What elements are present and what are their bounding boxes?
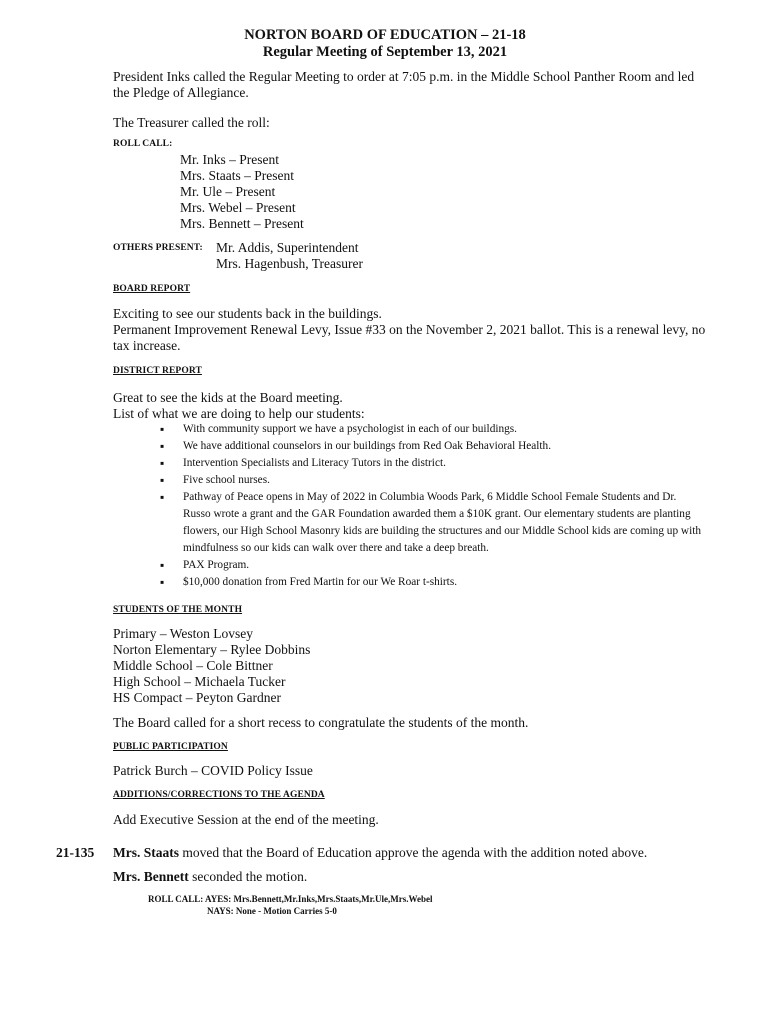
roll-call-label: ROLL CALL: <box>113 139 173 149</box>
district-report-bullets <box>160 421 705 591</box>
motion-moved-body: moved that the Board of Education approve the agenda with the addition noted above. <box>179 845 648 860</box>
roll-call-member: Mr. Ule – Present <box>180 184 276 199</box>
motion-seconded-text <box>113 869 713 885</box>
district-report-line: List of what we are doing to help our students: <box>113 406 365 421</box>
list-item: ▪ We have additional counselors in our buildings from Red Oak Behavioral Health. <box>160 438 705 455</box>
list-item: ▪ Pathway of Peace opens in May of 2022 in Columbia Woods Park, 6 Middle School Female Students and Dr. Russo wrote a grant and the GAR Foundation awarded them a $10K grant. Our elementary students are planting flowers, our High School Masonry kids are building the structures and our Middle School kids are coming up with mindfulness so our kids can walk over there and take a deep breath. <box>160 489 705 557</box>
list-item: ▪ With community support we have a psychologist in each of our buildings. <box>160 421 705 438</box>
list-item: ▪ PAX Program. <box>160 557 705 574</box>
recess-text: The Board called for a short recess to congratulate the students of the month. <box>113 715 529 730</box>
public-participation-heading: PUBLIC PARTICIPATION <box>113 742 228 752</box>
roll-call-member: Mr. Inks – Present <box>180 152 279 167</box>
roll-call-member: Mrs. Bennett – Present <box>180 216 304 231</box>
motion-number: 21-135 <box>56 845 95 860</box>
roll-call-ayes: ROLL CALL: AYES: Mrs.Bennett,Mr.Inks,Mrs.Staats,Mr.Ule,Mrs.Webel <box>148 894 433 904</box>
others-present-list <box>216 240 363 272</box>
motion-mover: Mrs. Staats <box>113 845 179 860</box>
agenda-changes-text: Add Executive Session at the end of the meeting. <box>113 812 379 827</box>
student-entry: High School – Michaela Tucker <box>113 674 286 689</box>
students-of-month-heading: STUDENTS OF THE MONTH <box>113 605 243 615</box>
others-present-person: Mr. Addis, Superintendent <box>216 240 359 255</box>
list-item: ▪ Five school nurses. <box>160 472 705 489</box>
roll-call-member: Mrs. Staats – Present <box>180 168 294 183</box>
treasurer-roll-text: The Treasurer called the roll: <box>113 115 270 130</box>
students-of-month-list <box>113 626 713 706</box>
motion-moved-text <box>113 845 713 861</box>
board-report-line: Exciting to see our students back in the buildings. <box>113 306 382 321</box>
call-to-order-text: President Inks called the Regular Meeting to order at 7:05 p.m. in the Middle School Panther Room and led the Pledge of Allegiance. <box>113 69 695 100</box>
list-item: ▪ Intervention Specialists and Literacy Tutors in the district. <box>160 455 705 472</box>
roll-call-member: Mrs. Webel – Present <box>180 200 296 215</box>
motion-seconder: Mrs. Bennett <box>113 869 189 884</box>
others-present-person: Mrs. Hagenbush, Treasurer <box>216 256 363 271</box>
student-entry: HS Compact – Peyton Gardner <box>113 690 281 705</box>
student-entry: Norton Elementary – Rylee Dobbins <box>113 642 311 657</box>
public-participation-text: Patrick Burch – COVID Policy Issue <box>113 763 313 778</box>
list-item: ▪ $10,000 donation from Fred Martin for our We Roar t-shirts. <box>160 574 705 591</box>
district-report-body <box>113 390 713 422</box>
board-report-line: Permanent Improvement Renewal Levy, Issue #33 on the November 2, 2021 ballot. This is a renewal levy, no tax increase. <box>113 322 706 353</box>
roll-call-list <box>180 152 304 232</box>
motion-seconded-body: seconded the motion. <box>188 869 308 884</box>
board-report-heading: BOARD REPORT <box>113 284 191 294</box>
student-entry: Middle School – Cole Bittner <box>113 658 273 673</box>
others-present-label: OTHERS PRESENT: <box>113 243 203 253</box>
agenda-changes-heading: ADDITIONS/CORRECTIONS TO THE AGENDA <box>113 790 325 800</box>
student-entry: Primary – Weston Lovsey <box>113 626 254 641</box>
district-report-line: Great to see the kids at the Board meeting. <box>113 390 343 405</box>
board-report-body <box>113 306 713 354</box>
district-report-heading: DISTRICT REPORT <box>113 366 202 376</box>
roll-call-nays: NAYS: None - Motion Carries 5-0 <box>207 906 337 916</box>
document-title: NORTON BOARD OF EDUCATION – 21-18 <box>244 27 526 43</box>
document-subtitle: Regular Meeting of September 13, 2021 <box>262 44 508 60</box>
